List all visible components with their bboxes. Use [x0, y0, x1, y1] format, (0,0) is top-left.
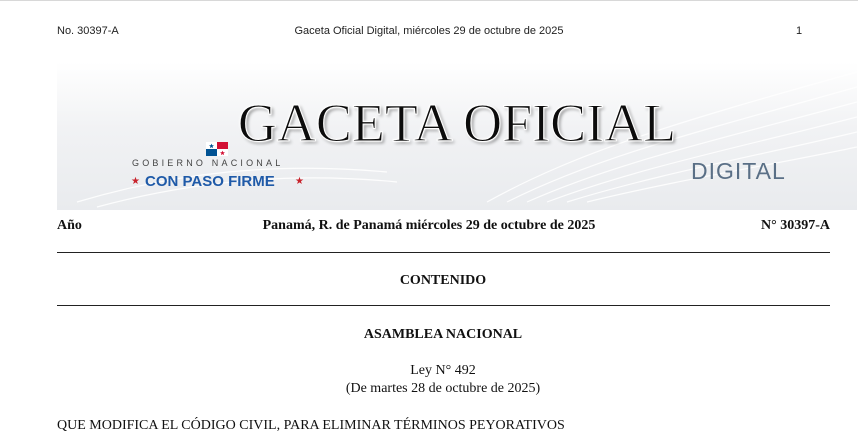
entity-heading: ASAMBLEA NACIONAL [363, 327, 523, 342]
gov-line-2: CON PASO FIRME [145, 173, 275, 190]
divider-bottom [57, 305, 830, 306]
logo-digital: DIGITAL [691, 158, 786, 184]
contents-heading: CONTENIDO [399, 273, 487, 288]
issue-number: N° 30397-A [761, 218, 830, 233]
divider-top [57, 252, 830, 253]
gov-line-1: GOBIERNO NACIONAL [132, 158, 284, 168]
gaceta-banner [57, 62, 857, 210]
star-left-icon: ★ [131, 176, 140, 187]
top-border [0, 0, 858, 1]
panama-flag-icon [206, 142, 228, 156]
page-number: 1 [796, 25, 803, 37]
star-right-icon: ★ [295, 176, 304, 187]
law-date: (De martes 28 de octubre de 2025) [345, 381, 541, 396]
place-date: Panamá, R. de Panamá miércoles 29 de octubre de 2025 [262, 218, 596, 233]
year-label: Año [57, 218, 82, 233]
header-number: No. 30397-A [57, 25, 119, 37]
law-topic: QUE MODIFICA EL CÓDIGO CIVIL, PARA ELIMINAR TÉRMINOS PEYORATIVOS [57, 418, 565, 433]
law-number: Ley N° 492 [410, 363, 476, 378]
header-title: Gaceta Oficial Digital, miércoles 29 de octubre de 2025 [294, 25, 564, 37]
logo-title: GACETA OFICIAL [237, 93, 677, 153]
